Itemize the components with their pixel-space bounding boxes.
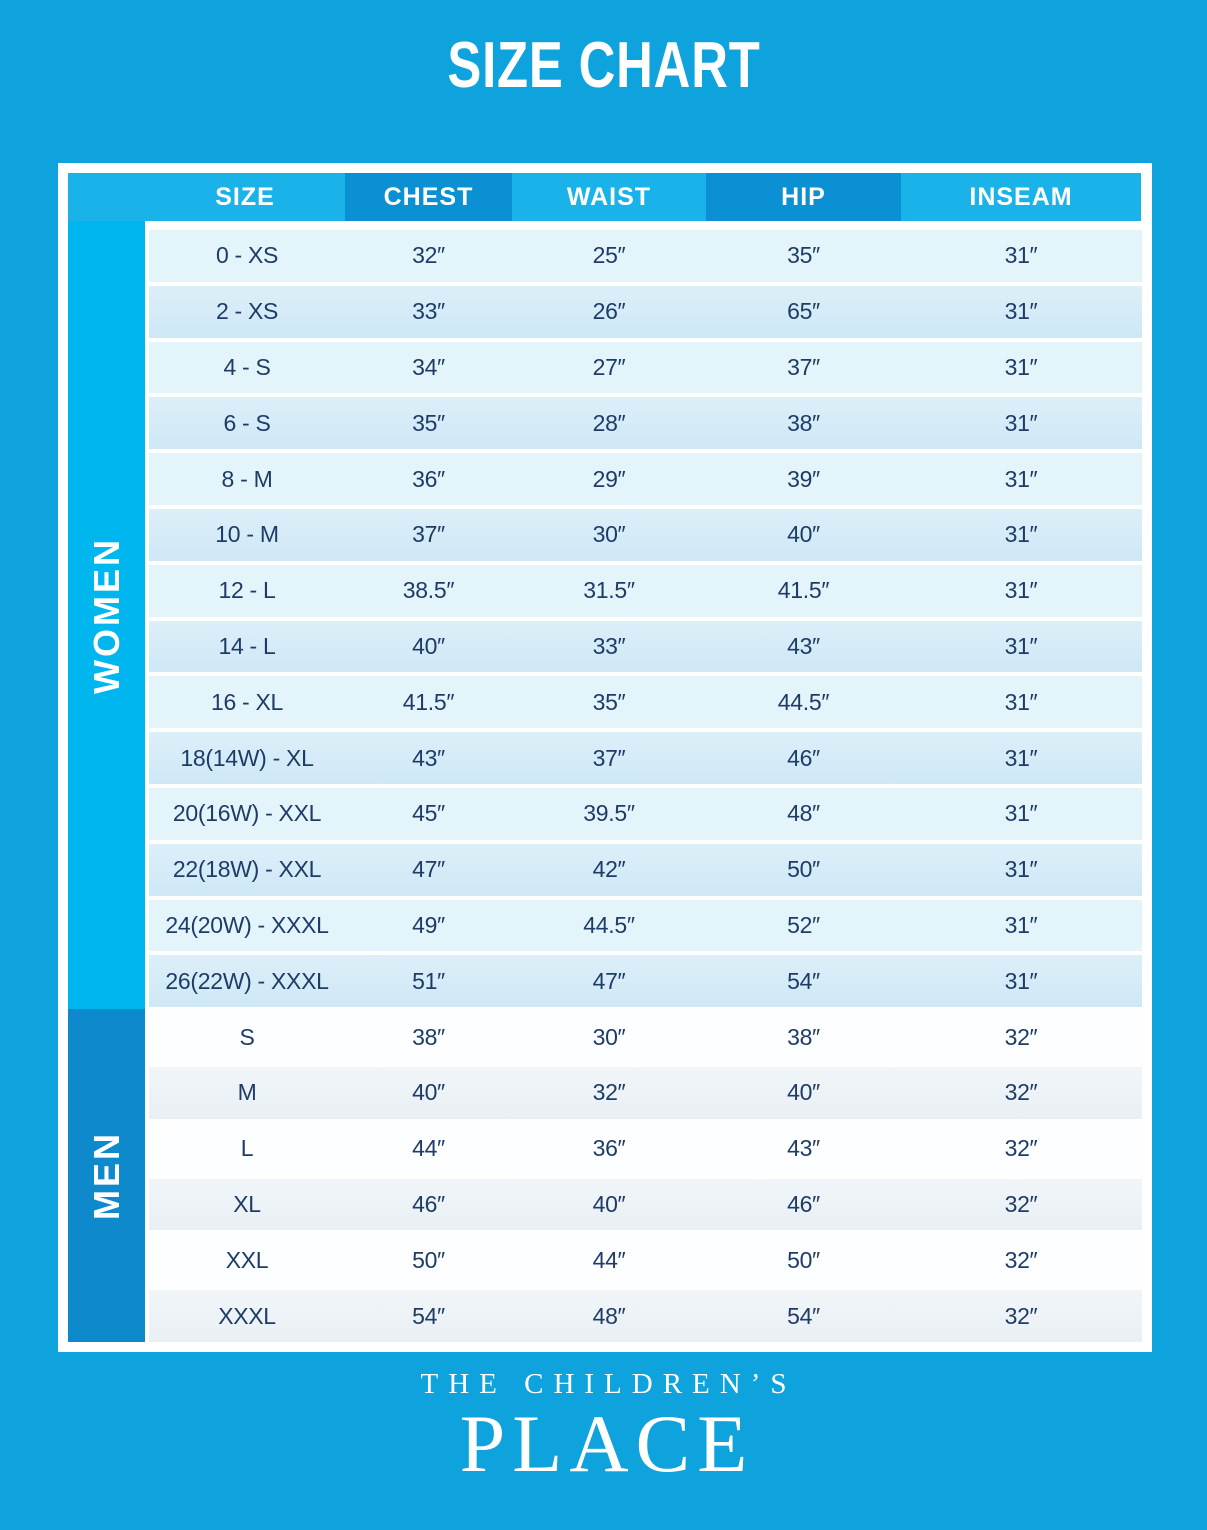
- table-cell: 31″: [1004, 242, 1038, 269]
- table-cell: L: [240, 1135, 254, 1162]
- table-cell: 47″: [592, 967, 626, 994]
- table-cell: XXXL: [218, 1302, 276, 1329]
- brand-line-the-childrens: THE CHILDREN’S: [420, 1368, 797, 1400]
- table-cell: 44″: [412, 1135, 445, 1162]
- sidebar-men-label: MEN: [85, 1131, 127, 1220]
- table-cell: 38.5″: [402, 577, 455, 604]
- table-cell: 51″: [412, 967, 445, 994]
- table-cell: 20(16W) - XXL: [172, 800, 322, 827]
- table-cell: 32″: [1004, 1079, 1038, 1106]
- table-cell: 31″: [1004, 353, 1038, 380]
- table-cell: 47″: [412, 856, 445, 883]
- table-cell: 31″: [1004, 521, 1038, 548]
- brand-line-place: PLACE: [459, 1398, 755, 1489]
- table-row: [149, 900, 1142, 952]
- table-cell: 50″: [787, 856, 820, 883]
- table-row: [149, 1067, 1142, 1119]
- table-cell: 50″: [787, 1246, 820, 1273]
- table-row: [149, 788, 1142, 840]
- sidebar-section-women: [68, 221, 145, 1009]
- table-row: [149, 565, 1142, 617]
- table-cell: 49″: [412, 911, 445, 938]
- header-corner-spacer: [68, 173, 145, 221]
- table-header-row: [68, 173, 1142, 221]
- table-row: [149, 732, 1142, 784]
- footer-brand: [0, 1368, 1207, 1487]
- table-cell: 32″: [1004, 1190, 1038, 1217]
- table-cell: 44.5″: [583, 911, 635, 938]
- table-cell: 31″: [1004, 967, 1038, 994]
- table-cell: 39″: [787, 465, 820, 492]
- table-row: [149, 955, 1142, 1007]
- table-cell: 54″: [787, 1302, 820, 1329]
- table-cell: 40″: [592, 1190, 626, 1217]
- table-cell: 32″: [592, 1079, 626, 1106]
- table-row: [149, 509, 1142, 561]
- table-cell: XL: [233, 1190, 261, 1217]
- table-cell: 31″: [1004, 800, 1038, 827]
- table-cell: 36″: [592, 1135, 626, 1162]
- table-cell: 35″: [592, 688, 626, 715]
- table-cell: 44″: [592, 1246, 626, 1273]
- size-table: [68, 173, 1142, 1342]
- table-row: [149, 1290, 1142, 1342]
- table-cell: 33″: [412, 298, 445, 325]
- table-cell: 52″: [787, 911, 820, 938]
- table-cell: 54″: [412, 1302, 445, 1329]
- table-cell: 40″: [412, 632, 445, 659]
- table-cell: 31″: [1004, 856, 1038, 883]
- table-cell: 46″: [787, 1190, 820, 1217]
- table-cell: 8 - M: [221, 465, 273, 492]
- header-cell-hip: HIP: [706, 173, 901, 221]
- table-cell: 42″: [592, 856, 626, 883]
- table-cell: 27″: [592, 353, 626, 380]
- table-cell: 35″: [412, 409, 445, 436]
- table-row: [149, 453, 1142, 505]
- table-row: [149, 397, 1142, 449]
- table-cell: 38″: [787, 409, 820, 436]
- table-cell: 37″: [592, 744, 626, 771]
- table-cell: 24(20W) - XXXL: [165, 911, 329, 938]
- table-cell: 0 - XS: [215, 242, 279, 269]
- table-cell: 32″: [412, 242, 445, 269]
- table-cell: 43″: [787, 1135, 820, 1162]
- table-row: [149, 844, 1142, 896]
- table-cell: 31″: [1004, 577, 1038, 604]
- header-cell-inseam: INSEAM: [901, 173, 1141, 221]
- table-cell: 34″: [412, 353, 445, 380]
- sidebar-section-men: [68, 1009, 145, 1342]
- table-cell: 31″: [1004, 688, 1038, 715]
- table-cell: 40″: [787, 1079, 820, 1106]
- table-cell: 38″: [787, 1023, 820, 1050]
- table-cell: 29″: [592, 465, 626, 492]
- table-cell: 50″: [412, 1246, 445, 1273]
- table-cell: 22(18W) - XXL: [172, 856, 322, 883]
- table-cell: 32″: [1004, 1023, 1038, 1050]
- table-row: [149, 230, 1142, 282]
- table-row: [149, 676, 1142, 728]
- table-cell: 25″: [592, 242, 626, 269]
- table-cell: 40″: [787, 521, 820, 548]
- table-cell: 54″: [787, 967, 820, 994]
- table-row: [149, 1011, 1142, 1063]
- page-title: SIZE CHART: [446, 29, 761, 102]
- table-row: [149, 286, 1142, 338]
- table-cell: M: [237, 1079, 257, 1106]
- table-cell: S: [239, 1023, 255, 1050]
- table-cell: 18(14W) - XL: [180, 744, 314, 771]
- table-cell: 40″: [412, 1079, 445, 1106]
- table-cell: 46″: [787, 744, 820, 771]
- table-cell: 45″: [412, 800, 445, 827]
- table-cell: 4 - S: [223, 353, 271, 380]
- table-cell: 31″: [1004, 298, 1038, 325]
- table-cell: 46″: [412, 1190, 445, 1217]
- table-row: [149, 342, 1142, 394]
- table-cell: 65″: [787, 298, 820, 325]
- page-background: [0, 30, 1207, 1530]
- table-cell: 30″: [592, 1023, 626, 1050]
- table-cell: 31″: [1004, 911, 1038, 938]
- table-cell: 28″: [592, 409, 626, 436]
- table-cell: 32″: [1004, 1246, 1038, 1273]
- table-cell: 26(22W) - XXXL: [165, 967, 329, 994]
- table-row: [149, 1179, 1142, 1231]
- table-row: [149, 621, 1142, 673]
- table-row: [149, 1234, 1142, 1286]
- table-cell: 36″: [412, 465, 445, 492]
- table-cell: 26″: [592, 298, 626, 325]
- table-cell: 12 - L: [218, 577, 276, 604]
- header-cell-size: SIZE: [145, 173, 345, 221]
- table-cell: 37″: [412, 521, 445, 548]
- table-cell: 48″: [592, 1302, 626, 1329]
- table-cell: 32″: [1004, 1302, 1038, 1329]
- table-cell: 31″: [1004, 744, 1038, 771]
- table-cell: 41.5″: [777, 577, 830, 604]
- table-cell: 14 - L: [218, 632, 276, 659]
- table-cell: XXL: [225, 1246, 269, 1273]
- table-cell: 32″: [1004, 1135, 1038, 1162]
- table-body: [68, 221, 1142, 1342]
- table-rows: [149, 230, 1142, 1342]
- sidebar-women-label: WOMEN: [85, 536, 127, 694]
- header-cell-chest: CHEST: [345, 173, 512, 221]
- page-title-wrap: [0, 30, 1207, 110]
- table-cell: 10 - M: [215, 521, 279, 548]
- table-cell: 31″: [1004, 465, 1038, 492]
- table-cell: 39.5″: [583, 800, 635, 827]
- table-cell: 30″: [592, 521, 626, 548]
- table-cell: 35″: [787, 242, 820, 269]
- table-cell: 6 - S: [223, 409, 271, 436]
- table-cell: 16 - XL: [210, 688, 284, 715]
- size-table-frame: [58, 163, 1152, 1352]
- table-cell: 31.5″: [583, 577, 635, 604]
- table-row: [149, 1123, 1142, 1175]
- table-cell: 48″: [787, 800, 820, 827]
- table-cell: 38″: [412, 1023, 445, 1050]
- table-cell: 37″: [787, 353, 820, 380]
- table-cell: 31″: [1004, 632, 1038, 659]
- table-cell: 31″: [1004, 409, 1038, 436]
- header-cell-waist: WAIST: [512, 173, 706, 221]
- table-cell: 33″: [592, 632, 626, 659]
- section-sidebar: [68, 221, 145, 1342]
- table-cell: 43″: [412, 744, 445, 771]
- table-cell: 44.5″: [777, 688, 830, 715]
- table-cell: 2 - XS: [215, 298, 279, 325]
- table-cell: 41.5″: [402, 688, 455, 715]
- table-cell: 43″: [787, 632, 820, 659]
